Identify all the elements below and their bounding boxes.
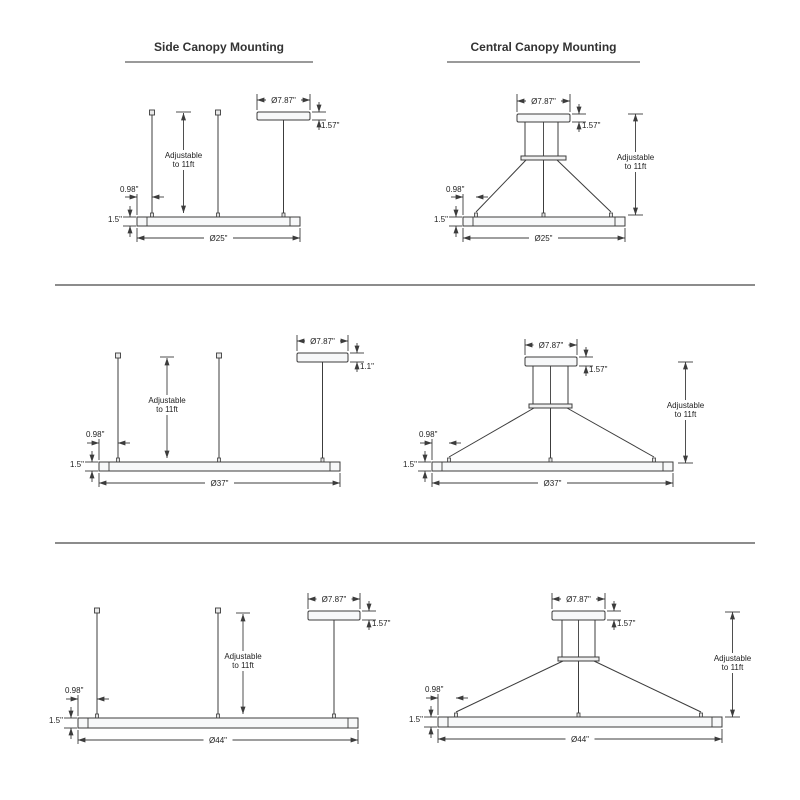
end-offset-label: 0.98" — [419, 430, 438, 439]
diagram-side-canopy-25 — [95, 88, 345, 252]
dimension-diameter — [99, 473, 340, 488]
canopy-width-label: Ø7.87" — [538, 341, 564, 350]
diameter-label: Ø37" — [543, 479, 562, 488]
column-header-central-canopy: Central Canopy Mounting — [447, 40, 640, 63]
adjustable-label-line1: Adjustable — [148, 396, 186, 405]
profile-height-label: 1.5" — [70, 460, 84, 469]
dimension-end-offset — [446, 185, 488, 215]
end-offset-label: 0.98" — [86, 430, 105, 439]
dimension-adjustable-height — [223, 613, 264, 714]
canopy-width-label: Ø7.87" — [321, 595, 347, 604]
end-offset-label: 0.98" — [425, 685, 444, 694]
diagram-central-canopy-44 — [400, 583, 760, 755]
dimension-adjustable-height — [665, 362, 706, 463]
dimension-canopy-height — [572, 104, 601, 132]
dimension-end-offset — [86, 430, 130, 460]
dimension-canopy-width — [517, 94, 570, 112]
fixture-bar — [463, 217, 625, 226]
canopy-height-label: 1.1" — [360, 362, 374, 371]
fixture-bar — [99, 462, 340, 471]
canopy — [525, 357, 577, 408]
dimension-profile-height — [409, 706, 437, 738]
suspension-cable-left — [150, 110, 155, 217]
suspension-cable-middle — [217, 353, 222, 462]
diameter-label: Ø44" — [571, 735, 589, 744]
canopy-height-label: 1.57" — [582, 121, 601, 130]
suspension-cables — [455, 661, 703, 717]
canopy — [552, 611, 605, 661]
canopy-height-label: 1.57" — [617, 619, 636, 628]
dimension-profile-height — [434, 206, 462, 237]
dimension-profile-height — [403, 451, 431, 482]
dimension-adjustable-height — [147, 357, 188, 458]
fixture-bar — [438, 717, 722, 727]
canopy-width-label: Ø7.87" — [310, 337, 335, 346]
profile-height-label: 1.5" — [409, 715, 423, 724]
suspension-cable-left — [116, 353, 121, 462]
end-offset-label: 0.98" — [446, 185, 465, 194]
dimension-canopy-width — [308, 593, 360, 609]
diagram-side-canopy-44 — [42, 583, 392, 755]
fixture-bar — [432, 462, 673, 471]
suspension-cable-left — [95, 608, 100, 718]
diagram-central-canopy-37 — [395, 328, 730, 494]
end-offset-label: 0.98" — [65, 686, 84, 695]
adjustable-label-line2: to 11ft — [156, 405, 178, 414]
diagram-side-canopy-37 — [55, 328, 375, 494]
dimension-canopy-height — [579, 347, 608, 376]
dimension-end-offset — [120, 185, 164, 215]
dimension-canopy-width — [552, 593, 605, 609]
fixture-bar — [78, 718, 358, 728]
canopy-height-label: 1.57" — [321, 121, 340, 130]
column-header-side-canopy: Side Canopy Mounting — [125, 40, 313, 63]
fixture-bar — [137, 217, 300, 226]
adjustable-label-line2: to 11ft — [721, 663, 744, 672]
canopy — [297, 353, 348, 462]
adjustable-label-line1: Adjustable — [224, 652, 262, 661]
canopy-height-label: 1.57" — [589, 365, 608, 374]
dimension-end-offset — [65, 686, 109, 716]
dimension-profile-height — [70, 451, 98, 482]
dimension-canopy-height — [312, 102, 340, 130]
dimension-canopy-height — [350, 343, 374, 372]
adjustable-label-line2: to 11ft — [232, 661, 254, 670]
end-offset-label: 0.98" — [120, 185, 139, 194]
profile-height-label: 1.5" — [108, 215, 122, 224]
canopy — [308, 611, 360, 718]
profile-height-label: 1.5" — [49, 716, 63, 725]
canopy-width-label: Ø7.87" — [531, 97, 556, 106]
diameter-label: Ø25" — [209, 234, 228, 243]
adjustable-label-line1: Adjustable — [713, 654, 752, 663]
dimension-profile-height — [108, 206, 136, 237]
adjustable-label-line2: to 11ft — [624, 162, 647, 171]
suspension-cable-middle — [216, 608, 221, 718]
dimension-diameter — [438, 729, 722, 744]
dimension-profile-height — [49, 707, 77, 739]
row-divider-2 — [55, 542, 755, 544]
diameter-label: Ø44" — [209, 736, 227, 745]
dimension-canopy-width — [525, 339, 577, 355]
adjustable-label-line1: Adjustable — [616, 153, 655, 162]
adjustable-label-line2: to 11ft — [674, 410, 697, 419]
adjustable-label-line1: Adjustable — [666, 401, 705, 410]
dimension-diameter — [463, 228, 625, 243]
profile-height-label: 1.5" — [403, 460, 417, 469]
adjustable-label-line2: to 11ft — [172, 160, 195, 169]
dimension-diameter — [432, 473, 673, 488]
dimension-diameter — [137, 228, 300, 243]
suspension-cable-middle — [216, 110, 221, 217]
dimension-canopy-width — [297, 335, 348, 351]
suspension-cables — [448, 408, 656, 462]
profile-height-label: 1.5" — [434, 215, 448, 224]
dimension-adjustable-height — [615, 114, 656, 215]
dimension-canopy-width — [257, 94, 310, 110]
dimension-adjustable-height — [163, 112, 204, 213]
dimension-diameter — [78, 730, 358, 745]
canopy — [517, 114, 570, 160]
dimension-canopy-height — [607, 601, 636, 630]
adjustable-label-line1: Adjustable — [164, 151, 203, 160]
canopy-width-label: Ø7.87" — [271, 96, 296, 105]
dimension-canopy-height — [362, 601, 391, 630]
diameter-label: Ø37" — [210, 479, 229, 488]
row-divider-1 — [55, 284, 755, 286]
canopy-width-label: Ø7.87" — [566, 595, 591, 604]
diagram-central-canopy-25 — [425, 88, 715, 252]
canopy — [257, 112, 310, 217]
dimension-adjustable-height — [712, 612, 753, 717]
canopy-height-label: 1.57" — [372, 619, 391, 628]
diameter-label: Ø25" — [534, 234, 553, 243]
suspension-cables — [475, 160, 613, 217]
